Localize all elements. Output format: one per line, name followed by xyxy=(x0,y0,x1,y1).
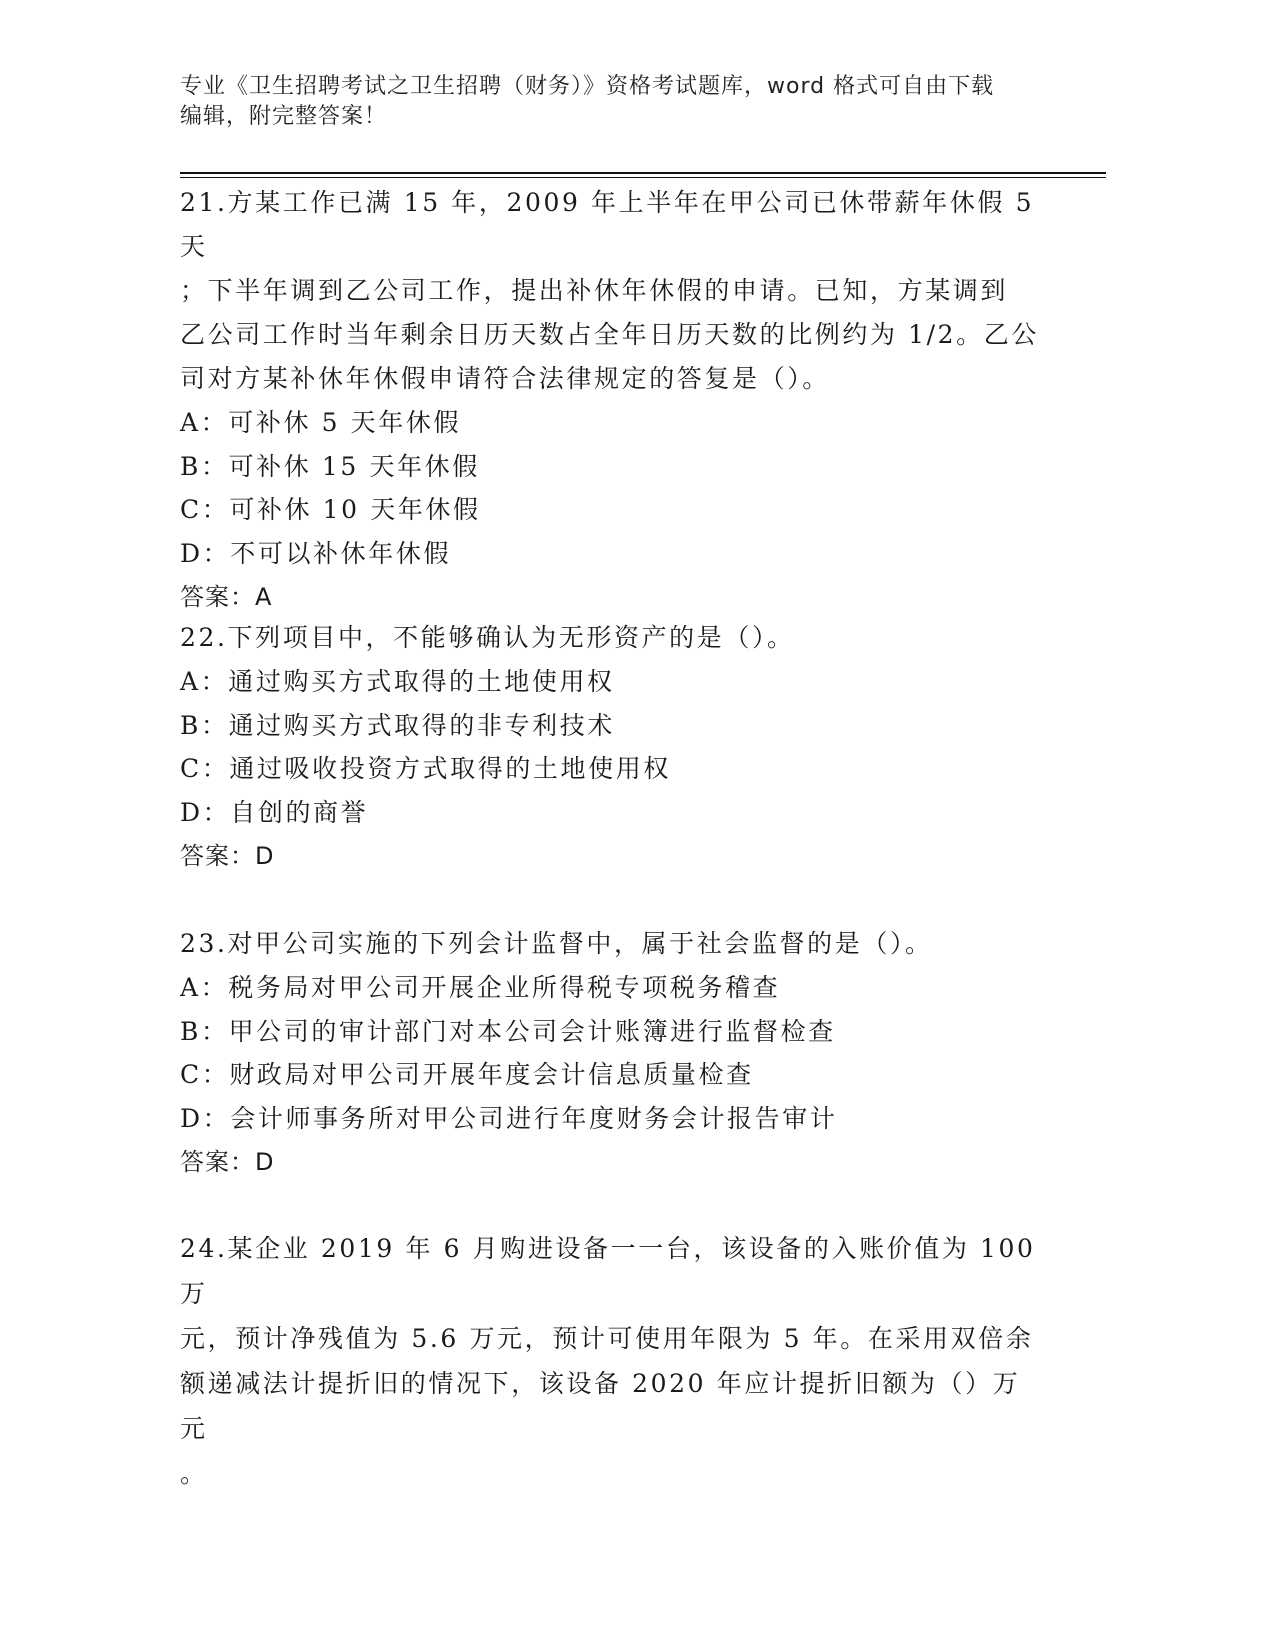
option-a: A：可补休 5 天年休假 xyxy=(180,408,462,437)
question-stem-line: 23.对甲公司实施的下列会计监督中，属于社会监督的是（）。 xyxy=(180,929,933,958)
header-divider-thick xyxy=(180,172,1106,174)
question-stem-line: 元，预计净残值为 5.6 万元，预计可使用年限为 5 年。在采用双倍余 xyxy=(180,1324,1034,1353)
question-21 xyxy=(180,181,1040,619)
answer-line: 答案：D xyxy=(180,842,275,870)
option-c: C：财政局对甲公司开展年度会计信息质量检查 xyxy=(180,1060,754,1089)
option-c: C：通过吸收投资方式取得的土地使用权 xyxy=(180,754,671,783)
header-line-1: 专业《卫生招聘考试之卫生招聘（财务）》资格考试题库，word 格式可自由下载 xyxy=(180,74,995,99)
question-23 xyxy=(180,922,1040,1184)
answer-line: 答案：A xyxy=(180,583,273,611)
question-stem-line: 21.方某工作已满 15 年，2009 年上半年在甲公司已休带薪年休假 5 天 xyxy=(180,188,1035,261)
document-header xyxy=(180,72,1060,132)
question-24 xyxy=(180,1226,1040,1496)
option-a: A：通过购买方式取得的土地使用权 xyxy=(180,667,615,696)
question-stem-line: 司对方某补休年休假申请符合法律规定的答复是（）。 xyxy=(180,364,830,393)
question-22 xyxy=(180,616,1040,878)
question-stem-line: 24.某企业 2019 年 6 月购进设备一一台，该设备的入账价值为 100 万 xyxy=(180,1234,1036,1308)
option-d: D：会计师事务所对甲公司进行年度财务会计报告审计 xyxy=(180,1103,838,1133)
question-stem-line: 22.下列项目中，不能够确认为无形资产的是（）。 xyxy=(180,623,795,652)
header-divider-thin xyxy=(180,177,1106,178)
question-stem-line: ；下半年调到乙公司工作，提出补休年休假的申请。已知，方某调到 xyxy=(180,276,1009,305)
option-b: B：通过购买方式取得的非专利技术 xyxy=(180,710,615,740)
option-c: C：可补休 10 天年休假 xyxy=(180,495,481,524)
question-stem-line: 额递减法计提折旧的情况下，该设备 2020 年应计提折旧额为（）万元 xyxy=(180,1369,1021,1443)
question-stem-line: 。 xyxy=(180,1459,208,1488)
answer-line: 答案：D xyxy=(180,1148,275,1176)
option-d: D：不可以补休年休假 xyxy=(180,538,452,568)
question-stem-line: 乙公司工作时当年剩余日历天数占全年日历天数的比例约为 1/2。乙公 xyxy=(180,320,1039,349)
option-a: A：税务局对甲公司开展企业所得税专项税务稽查 xyxy=(180,973,781,1002)
option-b: B：可补休 15 天年休假 xyxy=(180,451,480,481)
header-line-2: 编辑，附完整答案！ xyxy=(180,104,388,129)
option-b: B：甲公司的审计部门对本公司会计账簿进行监督检查 xyxy=(180,1016,836,1046)
option-d: D：自创的商誉 xyxy=(180,797,369,827)
